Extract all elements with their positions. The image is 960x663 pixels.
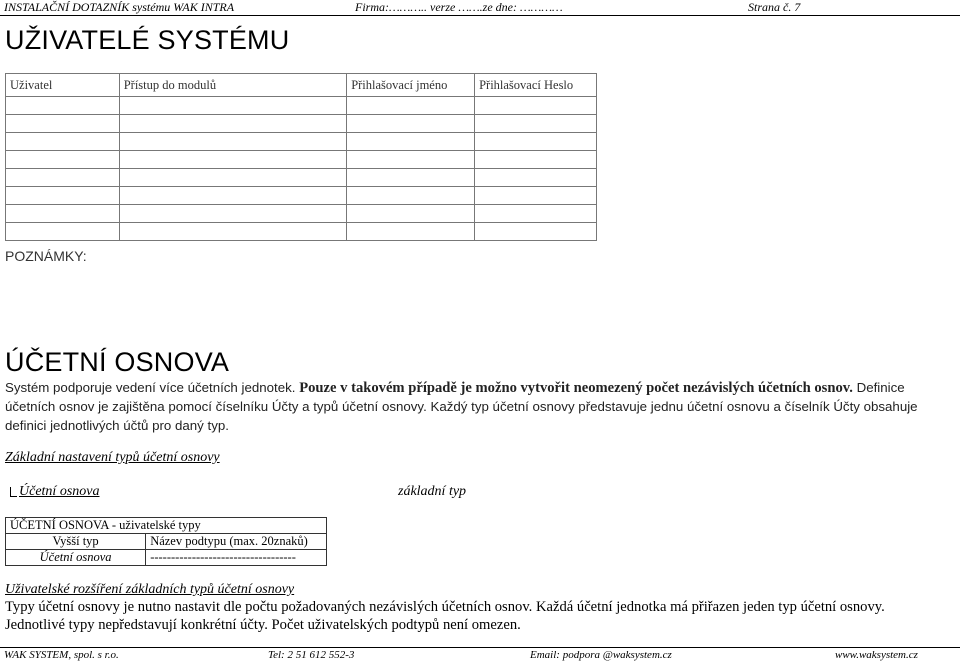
table-cell[interactable] bbox=[6, 133, 120, 151]
col-header-subtype-name: Název podtypu (max. 20znaků) bbox=[150, 534, 308, 548]
field-marker-icon bbox=[10, 487, 17, 497]
users-title: UŽIVATELÉ SYSTÉMU bbox=[5, 25, 290, 55]
table-cell[interactable] bbox=[6, 169, 120, 187]
table-row bbox=[6, 97, 597, 115]
table-cell[interactable] bbox=[475, 187, 597, 205]
table-cell[interactable] bbox=[475, 151, 597, 169]
table-cell[interactable] bbox=[6, 205, 120, 223]
header-firma: Firma:……….. verze …….ze dne: ………… bbox=[355, 0, 563, 14]
user-types-title: ÚČETNÍ OSNOVA - uživatelské typy bbox=[10, 518, 201, 532]
table-row bbox=[6, 115, 597, 133]
paragraph-line-3: definici jednotlivých účtů pro daný typ. bbox=[5, 418, 229, 433]
table-cell[interactable] bbox=[119, 151, 346, 169]
paragraph-line-1 bbox=[5, 377, 905, 398]
basic-type-row bbox=[10, 484, 99, 500]
table-cell[interactable] bbox=[119, 223, 346, 241]
extension-line-2: Jednotlivé typy nepředstavují konkrétní účty. Počet uživatelských podtypů není omezen. bbox=[5, 617, 521, 633]
table-cell[interactable] bbox=[347, 133, 475, 151]
basic-type-value: základní typ bbox=[398, 484, 467, 499]
table-cell[interactable] bbox=[475, 205, 597, 223]
extension-heading: Uživatelské rozšíření základních typů účetní osnovy bbox=[5, 582, 295, 597]
users-table bbox=[5, 73, 597, 241]
table-cell[interactable] bbox=[347, 97, 475, 115]
header-title: INSTALAČNÍ DOTAZNÍK systému WAK INTRA bbox=[4, 0, 235, 14]
header-divider bbox=[0, 15, 960, 16]
table-cell[interactable] bbox=[6, 97, 120, 115]
col-header-modules: Přístup do modulů bbox=[119, 74, 346, 97]
table-row bbox=[6, 205, 597, 223]
table-cell[interactable] bbox=[347, 187, 475, 205]
table-cell[interactable] bbox=[347, 151, 475, 169]
table-row bbox=[6, 151, 597, 169]
table-cell[interactable] bbox=[6, 223, 120, 241]
paragraph-text: Systém podporuje vedení více účetních jednotek. bbox=[5, 380, 296, 395]
basic-types-heading: Základní nastavení typů účetní osnovy bbox=[5, 450, 220, 465]
footer-divider bbox=[0, 647, 960, 648]
table-cell[interactable] bbox=[6, 187, 120, 205]
users-table-header bbox=[6, 74, 597, 97]
table-row bbox=[6, 133, 597, 151]
user-types-table bbox=[5, 517, 327, 566]
table-cell[interactable] bbox=[119, 133, 346, 151]
table-cell[interactable] bbox=[119, 187, 346, 205]
table-cell[interactable] bbox=[475, 97, 597, 115]
table-row bbox=[6, 169, 597, 187]
footer-website[interactable]: www.waksystem.cz bbox=[835, 649, 918, 661]
table-cell[interactable] bbox=[475, 169, 597, 187]
higher-type-cell: Účetní osnova bbox=[6, 550, 146, 566]
table-cell[interactable] bbox=[347, 115, 475, 133]
table-cell[interactable] bbox=[347, 169, 475, 187]
notes-label: POZNÁMKY: bbox=[5, 248, 87, 264]
extension-line-1: Typy účetní osnovy je nutno nastavit dle počtu požadovaných nezávislých účetních osnov. Každá účetní jednotka má přiřazen jeden typ účetní osnovy. bbox=[5, 599, 885, 615]
table-cell[interactable] bbox=[119, 97, 346, 115]
basic-type-label: Účetní osnova bbox=[19, 484, 100, 499]
col-header-higher-type: Vyšší typ bbox=[6, 534, 146, 550]
footer-company: WAK SYSTEM, spol. s r.o. bbox=[4, 649, 119, 661]
table-cell[interactable] bbox=[6, 151, 120, 169]
col-header-user: Uživatel bbox=[6, 74, 120, 97]
subtype-name-cell[interactable]: ----------------------------------- bbox=[150, 550, 296, 564]
table-cell[interactable] bbox=[119, 205, 346, 223]
table-cell[interactable] bbox=[347, 205, 475, 223]
table-row bbox=[6, 223, 597, 241]
col-header-login: Přihlašovací jméno bbox=[347, 74, 475, 97]
table-cell[interactable] bbox=[475, 223, 597, 241]
paragraph-bold: Pouze v takovém případě je možno vytvořit neomezený počet nezávislých účetních osnov. bbox=[299, 380, 853, 396]
table-cell[interactable] bbox=[475, 133, 597, 151]
table-row bbox=[6, 187, 597, 205]
header-page: Strana č. 7 bbox=[748, 0, 801, 14]
table-cell[interactable] bbox=[119, 169, 346, 187]
table-row bbox=[6, 550, 327, 566]
col-header-password: Přihlašovací Heslo bbox=[475, 74, 597, 97]
paragraph-text: Definice bbox=[856, 380, 905, 395]
table-cell[interactable] bbox=[6, 115, 120, 133]
table-cell[interactable] bbox=[347, 223, 475, 241]
paragraph-line-2: účetních osnov je zajištěna pomocí číselníku Účty a typů účetní osnovy. Každý typ účetní osnovy představuje jednu účetní osnovu a číselník Účty obsahuje bbox=[5, 399, 918, 414]
table-cell[interactable] bbox=[475, 115, 597, 133]
footer-email[interactable]: Email: podpora @waksystem.cz bbox=[530, 649, 672, 661]
chart-title: ÚČETNÍ OSNOVA bbox=[5, 347, 230, 377]
footer-phone: Tel: 2 51 612 552-3 bbox=[268, 649, 355, 661]
table-cell[interactable] bbox=[119, 115, 346, 133]
